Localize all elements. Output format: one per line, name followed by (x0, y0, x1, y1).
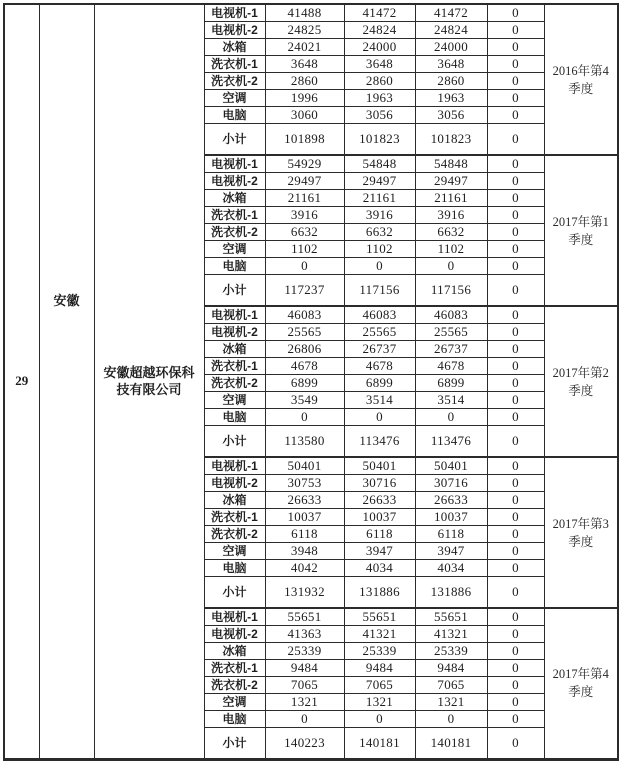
value-cell: 10037 (344, 509, 415, 526)
value-cell: 6632 (265, 224, 344, 241)
value-cell: 0 (487, 509, 544, 526)
value-cell: 24000 (415, 39, 487, 56)
value-cell: 0 (487, 258, 544, 275)
value-cell: 3060 (265, 107, 344, 124)
value-cell: 117156 (344, 275, 415, 307)
value-cell: 30716 (344, 475, 415, 492)
value-cell: 117237 (265, 275, 344, 307)
value-cell: 7065 (265, 677, 344, 694)
product-name-cell: 电视机-1 (204, 608, 265, 626)
value-cell: 3948 (265, 543, 344, 560)
value-cell: 6899 (415, 375, 487, 392)
value-cell: 140181 (344, 728, 415, 760)
value-cell: 46083 (415, 306, 487, 324)
value-cell: 0 (487, 457, 544, 475)
value-cell: 29497 (344, 173, 415, 190)
value-cell: 0 (487, 526, 544, 543)
value-cell: 54929 (265, 155, 344, 173)
value-cell: 25339 (415, 643, 487, 660)
value-cell: 6632 (344, 224, 415, 241)
value-cell: 30716 (415, 475, 487, 492)
value-cell: 4042 (265, 560, 344, 577)
value-cell: 0 (487, 560, 544, 577)
value-cell: 50401 (415, 457, 487, 475)
value-cell: 113476 (415, 426, 487, 458)
value-cell: 3648 (344, 56, 415, 73)
product-name-cell: 电视机-2 (204, 626, 265, 643)
value-cell: 0 (487, 207, 544, 224)
value-cell: 55651 (344, 608, 415, 626)
product-name-cell: 空调 (204, 90, 265, 107)
value-cell: 41472 (344, 4, 415, 22)
product-name-cell: 洗衣机-1 (204, 56, 265, 73)
value-cell: 0 (487, 56, 544, 73)
value-cell: 26737 (344, 341, 415, 358)
product-name-cell: 洗衣机-1 (204, 509, 265, 526)
value-cell: 1963 (344, 90, 415, 107)
value-cell: 3947 (415, 543, 487, 560)
quarter-cell: 2017年第2季度 (544, 306, 618, 457)
value-cell: 55651 (265, 608, 344, 626)
value-cell: 0 (487, 475, 544, 492)
value-cell: 25565 (344, 324, 415, 341)
value-cell: 0 (487, 358, 544, 375)
value-cell: 101823 (415, 124, 487, 156)
subtotal-label-cell: 小计 (204, 275, 265, 307)
value-cell: 24000 (344, 39, 415, 56)
recycling-report-table (3, 3, 619, 761)
value-cell: 4678 (344, 358, 415, 375)
value-cell: 55651 (415, 608, 487, 626)
value-cell: 113580 (265, 426, 344, 458)
value-cell: 6899 (265, 375, 344, 392)
product-name-cell: 电视机-1 (204, 457, 265, 475)
product-name-cell: 空调 (204, 694, 265, 711)
value-cell: 2860 (265, 73, 344, 90)
value-cell: 0 (487, 241, 544, 258)
value-cell: 25339 (344, 643, 415, 660)
product-name-cell: 电视机-2 (204, 173, 265, 190)
subtotal-label-cell: 小计 (204, 577, 265, 609)
product-name-cell: 电脑 (204, 711, 265, 728)
value-cell: 0 (265, 409, 344, 426)
value-cell: 7065 (415, 677, 487, 694)
value-cell: 140223 (265, 728, 344, 760)
value-cell: 1321 (265, 694, 344, 711)
value-cell: 3916 (265, 207, 344, 224)
value-cell: 29497 (265, 173, 344, 190)
value-cell: 0 (487, 4, 544, 22)
product-name-cell: 洗衣机-1 (204, 358, 265, 375)
product-name-cell: 冰箱 (204, 39, 265, 56)
value-cell: 0 (487, 577, 544, 609)
product-name-cell: 电视机-1 (204, 306, 265, 324)
value-cell: 1102 (265, 241, 344, 258)
value-cell: 0 (487, 107, 544, 124)
value-cell: 3514 (344, 392, 415, 409)
value-cell: 0 (487, 660, 544, 677)
value-cell: 4034 (344, 560, 415, 577)
value-cell: 140181 (415, 728, 487, 760)
value-cell: 24824 (415, 22, 487, 39)
value-cell: 0 (487, 22, 544, 39)
value-cell: 0 (487, 275, 544, 307)
value-cell: 2860 (344, 73, 415, 90)
value-cell: 21161 (415, 190, 487, 207)
subtotal-label-cell: 小计 (204, 124, 265, 156)
value-cell: 0 (487, 608, 544, 626)
value-cell: 0 (487, 492, 544, 509)
value-cell: 50401 (265, 457, 344, 475)
value-cell: 0 (487, 409, 544, 426)
value-cell: 0 (487, 711, 544, 728)
product-name-cell: 空调 (204, 543, 265, 560)
value-cell: 101823 (344, 124, 415, 156)
value-cell: 0 (265, 711, 344, 728)
value-cell: 25339 (265, 643, 344, 660)
value-cell: 0 (344, 711, 415, 728)
value-cell: 4034 (415, 560, 487, 577)
value-cell: 26806 (265, 341, 344, 358)
value-cell: 0 (487, 426, 544, 458)
value-cell: 113476 (344, 426, 415, 458)
product-name-cell: 电视机-1 (204, 155, 265, 173)
value-cell: 24825 (265, 22, 344, 39)
value-cell: 24021 (265, 39, 344, 56)
product-name-cell: 洗衣机-2 (204, 73, 265, 90)
value-cell: 3648 (265, 56, 344, 73)
value-cell: 6632 (415, 224, 487, 241)
value-cell: 117156 (415, 275, 487, 307)
value-cell: 0 (487, 375, 544, 392)
product-name-cell: 冰箱 (204, 341, 265, 358)
value-cell: 30753 (265, 475, 344, 492)
product-name-cell: 空调 (204, 241, 265, 258)
value-cell: 21161 (344, 190, 415, 207)
product-name-cell: 冰箱 (204, 492, 265, 509)
value-cell: 10037 (415, 509, 487, 526)
product-name-cell: 电脑 (204, 107, 265, 124)
value-cell: 41321 (415, 626, 487, 643)
value-cell: 3916 (415, 207, 487, 224)
value-cell: 0 (344, 409, 415, 426)
value-cell: 54848 (344, 155, 415, 173)
value-cell: 26633 (265, 492, 344, 509)
value-cell: 0 (487, 155, 544, 173)
product-name-cell: 电脑 (204, 560, 265, 577)
value-cell: 6118 (265, 526, 344, 543)
value-cell: 2860 (415, 73, 487, 90)
value-cell: 0 (415, 258, 487, 275)
value-cell: 131886 (415, 577, 487, 609)
value-cell: 0 (415, 711, 487, 728)
value-cell: 4678 (265, 358, 344, 375)
value-cell: 0 (415, 409, 487, 426)
value-cell: 1321 (415, 694, 487, 711)
value-cell: 0 (487, 173, 544, 190)
value-cell: 0 (487, 124, 544, 156)
value-cell: 0 (487, 306, 544, 324)
value-cell: 6899 (344, 375, 415, 392)
value-cell: 41488 (265, 4, 344, 22)
value-cell: 0 (487, 694, 544, 711)
value-cell: 0 (487, 643, 544, 660)
value-cell: 6118 (344, 526, 415, 543)
value-cell: 0 (487, 39, 544, 56)
value-cell: 1963 (415, 90, 487, 107)
value-cell: 26633 (344, 492, 415, 509)
value-cell: 54848 (415, 155, 487, 173)
value-cell: 4678 (415, 358, 487, 375)
product-name-cell: 电视机-2 (204, 475, 265, 492)
value-cell: 25565 (415, 324, 487, 341)
value-cell: 0 (487, 90, 544, 107)
value-cell: 46083 (265, 306, 344, 324)
value-cell: 3916 (344, 207, 415, 224)
value-cell: 0 (487, 728, 544, 760)
value-cell: 6118 (415, 526, 487, 543)
product-name-cell: 空调 (204, 392, 265, 409)
product-name-cell: 洗衣机-2 (204, 375, 265, 392)
value-cell: 3056 (415, 107, 487, 124)
value-cell: 0 (487, 626, 544, 643)
value-cell: 9484 (415, 660, 487, 677)
product-name-cell: 电视机-2 (204, 22, 265, 39)
value-cell: 0 (265, 258, 344, 275)
value-cell: 7065 (344, 677, 415, 694)
product-name-cell: 电脑 (204, 258, 265, 275)
value-cell: 26633 (415, 492, 487, 509)
product-name-cell: 洗衣机-2 (204, 224, 265, 241)
value-cell: 3056 (344, 107, 415, 124)
province-cell: 安徽 (39, 4, 94, 759)
value-cell: 46083 (344, 306, 415, 324)
value-cell: 0 (487, 677, 544, 694)
value-cell: 0 (487, 224, 544, 241)
value-cell: 131886 (344, 577, 415, 609)
value-cell: 29497 (415, 173, 487, 190)
product-name-cell: 洗衣机-2 (204, 677, 265, 694)
quarter-cell: 2017年第1季度 (544, 155, 618, 306)
value-cell: 1996 (265, 90, 344, 107)
value-cell: 3514 (415, 392, 487, 409)
value-cell: 0 (487, 341, 544, 358)
value-cell: 1321 (344, 694, 415, 711)
value-cell: 24824 (344, 22, 415, 39)
value-cell: 21161 (265, 190, 344, 207)
product-name-cell: 冰箱 (204, 643, 265, 660)
value-cell: 0 (487, 543, 544, 560)
product-name-cell: 电脑 (204, 409, 265, 426)
value-cell: 9484 (344, 660, 415, 677)
quarter-cell: 2017年第4季度 (544, 608, 618, 759)
product-name-cell: 洗衣机-1 (204, 660, 265, 677)
value-cell: 9484 (265, 660, 344, 677)
product-name-cell: 洗衣机-1 (204, 207, 265, 224)
product-name-cell: 冰箱 (204, 190, 265, 207)
company-cell: 安徽超越环保科技有限公司 (94, 4, 204, 759)
value-cell: 41321 (344, 626, 415, 643)
subtotal-label-cell: 小计 (204, 426, 265, 458)
value-cell: 3648 (415, 56, 487, 73)
value-cell: 25565 (265, 324, 344, 341)
product-row (4, 4, 618, 22)
value-cell: 26737 (415, 341, 487, 358)
value-cell: 3549 (265, 392, 344, 409)
value-cell: 131932 (265, 577, 344, 609)
product-name-cell: 电视机-1 (204, 4, 265, 22)
value-cell: 1102 (415, 241, 487, 258)
product-name-cell: 电视机-2 (204, 324, 265, 341)
value-cell: 41472 (415, 4, 487, 22)
value-cell: 41363 (265, 626, 344, 643)
subtotal-label-cell: 小计 (204, 728, 265, 760)
value-cell: 1102 (344, 241, 415, 258)
value-cell: 0 (487, 190, 544, 207)
row-number-cell: 29 (4, 4, 39, 759)
value-cell: 10037 (265, 509, 344, 526)
value-cell: 3947 (344, 543, 415, 560)
quarter-cell: 2017年第3季度 (544, 457, 618, 608)
value-cell: 0 (344, 258, 415, 275)
value-cell: 0 (487, 324, 544, 341)
value-cell: 101898 (265, 124, 344, 156)
value-cell: 0 (487, 73, 544, 90)
value-cell: 0 (487, 392, 544, 409)
table-body (4, 4, 618, 759)
value-cell: 50401 (344, 457, 415, 475)
product-name-cell: 洗衣机-2 (204, 526, 265, 543)
quarter-cell: 2016年第4季度 (544, 4, 618, 155)
